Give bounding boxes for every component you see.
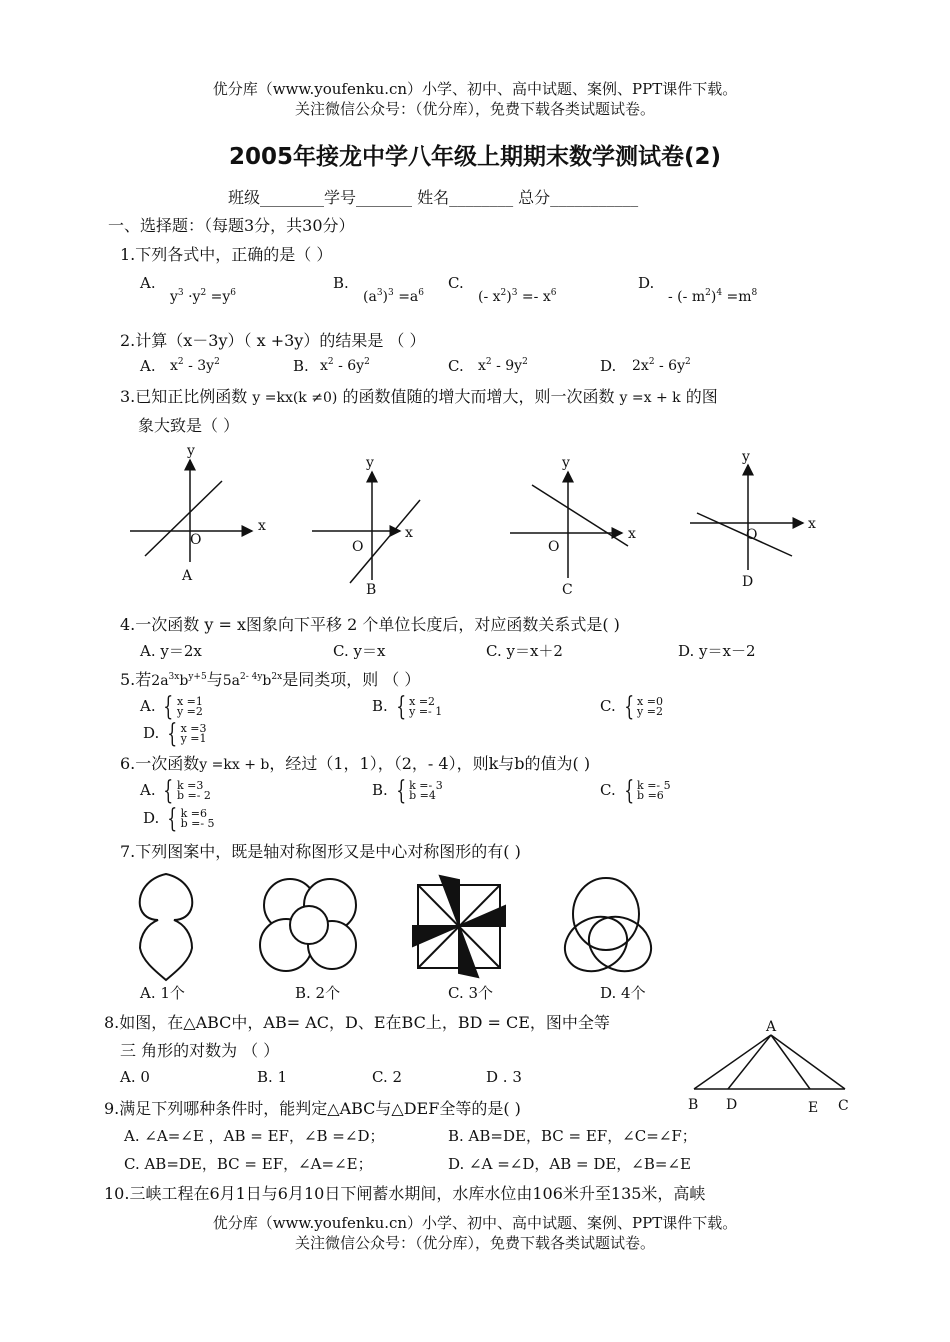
graph-a-y-label: y	[187, 443, 195, 459]
segment-ac	[771, 1035, 845, 1089]
q6-stem-post: ），则k与b的值为( )	[448, 754, 591, 773]
q3-math-xk: y =x + k	[619, 390, 681, 406]
q7-option-d: D. 4个	[600, 984, 646, 1002]
q8-option-b: B. 1	[257, 1068, 288, 1086]
graph-b-label: B	[366, 582, 377, 598]
q5-option-c: C. { x =0 y =2	[600, 692, 663, 722]
vertex-c-label: C	[838, 1098, 849, 1114]
vertex-a-label: A	[766, 1019, 777, 1035]
q4-option-b: C. y＝x	[333, 642, 386, 660]
section-heading: 一、选择题：（每题3分，共30分）	[108, 216, 355, 235]
q5-label-a: A.	[140, 697, 156, 715]
q1-math-a: $y^3 \cdot y^2 =y^6$	[170, 288, 237, 305]
q6-option-d: D. { k =6 b =- 5	[143, 804, 215, 834]
graph-c-y-label: y	[562, 455, 570, 471]
q7-option-b: B. 2个	[295, 984, 341, 1002]
q2-math-b: $x^2 - 6y^2$	[320, 357, 370, 374]
q2-math-d: $2x^2 - 6y^2$	[632, 357, 691, 374]
q6-option-c: C. { k =- 5 b =6	[600, 776, 671, 806]
q9-option-d: D. ∠A =∠D，AB = DE，∠B=∠E	[448, 1155, 691, 1173]
q5-label-b: B.	[372, 697, 388, 715]
q8-option-c: C. 2	[372, 1068, 403, 1086]
q2-stem: 2.计算（x－3y）（ x +3y）的结果是 （ ）	[120, 331, 426, 350]
graph-c-label: C	[562, 582, 573, 598]
q1-stem: 1.下列各式中，正确的是（ ）	[120, 245, 333, 264]
q5-math-2: $5a^{2- 4y}b^{2x}$	[222, 672, 283, 689]
q1-math-c: (- $x^2)^3 =- x^6$	[478, 288, 557, 305]
graph-d-x-label: x	[808, 516, 816, 532]
graph-b-y-label: y	[366, 455, 374, 471]
graph-d-label: D	[742, 574, 754, 590]
q1-label-d: D.	[638, 274, 655, 292]
q7-stem: 7.下列图案中，既是轴对称图形又是中心对称图形的有( )	[120, 842, 521, 861]
q4-option-d: D. y＝x－2	[678, 642, 756, 660]
q6-math: y =kx + b	[199, 757, 270, 773]
q6-stem-val: - 4	[427, 754, 449, 773]
q2-label-c: C.	[448, 357, 464, 375]
q3-stem-mid: 的函数值随的增大而增大，则一次函数	[342, 387, 615, 406]
q5-option-a: A. { x =1 y =2	[140, 692, 203, 722]
q9-option-a: A. ∠A=∠E ，AB = EF，∠B =∠D；	[124, 1127, 385, 1145]
q4-option-a: A. y＝2x	[140, 642, 202, 660]
q5-math-1: $2a^{3x}b^{y+5}$	[151, 672, 207, 689]
graph-b-origin: O	[352, 539, 364, 555]
student-info-line: 班级________学号_______ 姓名________ 总分___________	[228, 188, 639, 207]
q3-stem-pre: 3.已知正比例函数	[120, 387, 248, 406]
q2-label-d: D.	[600, 357, 617, 375]
q2-math-a: $x^2 - 3y^2$	[170, 357, 220, 374]
q7-option-a: A. 1个	[140, 984, 185, 1002]
q1-label-a: A.	[140, 274, 156, 292]
q6-option-a: A. { k =3 b =- 2	[140, 776, 211, 806]
q2-label-b: B.	[293, 357, 309, 375]
q5-label-c: C.	[600, 697, 616, 715]
q6-label-d: D.	[143, 809, 160, 827]
q8-stem-line-1: 8.如图，在△ABC中，AB= AC，D、E在BC上，BD = CE，图中全等	[104, 1013, 610, 1032]
segment-ae	[771, 1035, 810, 1089]
header-line-2: 关注微信公众号：（优分库），免费下载各类试题试卷。	[294, 100, 655, 118]
graph-a-origin: O	[190, 532, 202, 548]
q3-stem-line-2: 象大致是（ ）	[138, 416, 240, 435]
q7-option-c: C. 3个	[448, 984, 494, 1002]
graph-c-x-label: x	[628, 526, 636, 542]
q5-stem-post: 是同类项，则 （ ）	[282, 670, 421, 689]
footer-line-1: 优分库（www.youfenku.cn）小学、初中、高中试题、案例、PPT课件下载。	[212, 1214, 738, 1232]
q6-label-b: B.	[372, 781, 388, 799]
q5-option-b: B. { x =2 y =- 1	[372, 692, 443, 722]
graph-a-label: A	[182, 568, 193, 584]
q6-label-c: C.	[600, 781, 616, 799]
q6-stem-pre: 6.一次函数	[120, 754, 200, 773]
q9-option-b: B. AB=DE，BC = EF，∠C=∠F；	[448, 1127, 697, 1145]
q9-stem: 9.满足下列哪种条件时，能判定△ABC与△DEF全等的是( )	[104, 1099, 521, 1118]
graph-a-x-label: x	[258, 518, 266, 534]
q4-option-c: C. y＝x＋2	[486, 642, 563, 660]
q6-stem-mid: ，经过（1，1），（2，	[269, 754, 428, 773]
q1-math-d: - (- $m^2)^4 =m^8$	[668, 288, 758, 305]
page-title: 2005年接龙中学八年级上期期末数学测试卷(2)	[228, 144, 722, 170]
q6-label-a: A.	[140, 781, 156, 799]
q3-stem-post: 的图	[685, 387, 718, 406]
graph-d-origin: O	[746, 527, 758, 543]
q8-option-d: D . 3	[486, 1068, 522, 1086]
segment-ad	[728, 1035, 771, 1089]
q5-stem-pre: 5.若	[120, 670, 152, 689]
q5-option-d: D. { x =3 y =1	[143, 719, 207, 749]
q5-stem-mid: 与	[206, 670, 223, 689]
q6-option-b: B. { k =- 3 b =4	[372, 776, 443, 806]
q5-label-d: D.	[143, 724, 160, 742]
q8-stem-line-2: 三 角形的对数为 （ ）	[120, 1041, 280, 1060]
header-line-1: 优分库（www.youfenku.cn）小学、初中、高中试题、案例、PPT课件下载。	[212, 80, 738, 98]
point-e-label: E	[808, 1100, 819, 1116]
q8-option-a: A. 0	[120, 1068, 150, 1086]
q1-math-b: $(a^3)^3 =a^6$	[363, 288, 425, 305]
segment-ab	[694, 1035, 771, 1089]
graph-b-x-label: x	[405, 525, 413, 541]
q3-math-kx: y =kx(k ≠0)	[252, 390, 338, 406]
q1-label-c: C.	[448, 274, 464, 292]
q4-stem: 4.一次函数 y = x图象向下平移 2 个单位长度后，对应函数关系式是( )	[120, 615, 620, 634]
point-d-label: D	[726, 1097, 738, 1113]
q2-math-c: $x^2 - 9y^2$	[478, 357, 528, 374]
q9-option-c: C. AB=DE，BC = EF，∠A=∠E；	[124, 1155, 373, 1173]
q2-label-a: A.	[140, 357, 156, 375]
q1-label-b: B.	[333, 274, 349, 292]
footer-line-2: 关注微信公众号：（优分库），免费下载各类试题试卷。	[294, 1234, 655, 1252]
q10-stem: 10.三峡工程在6月1日与6月10日下闸蓄水期间，水库水位由106米升至135米，高峡	[104, 1184, 706, 1203]
graph-d-y-label: y	[742, 449, 750, 465]
graph-c-origin: O	[548, 539, 560, 555]
vertex-b-label: B	[688, 1097, 699, 1113]
